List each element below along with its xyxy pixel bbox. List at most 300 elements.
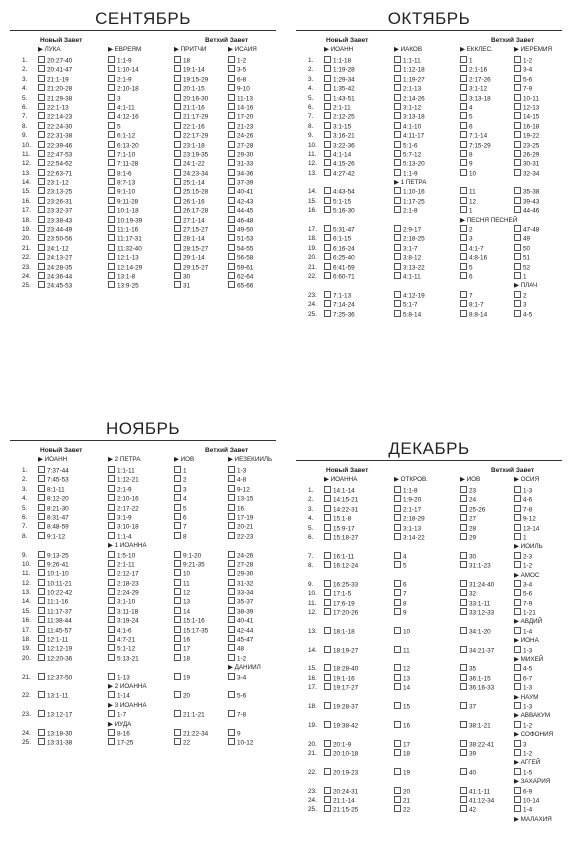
checkbox[interactable] [108, 141, 115, 148]
checkbox[interactable] [174, 197, 181, 204]
checkbox[interactable] [514, 225, 521, 232]
checkbox[interactable] [394, 141, 401, 148]
checkbox[interactable] [460, 300, 467, 307]
checkbox[interactable] [324, 505, 331, 512]
checkbox[interactable] [38, 738, 45, 745]
checkbox[interactable] [394, 159, 401, 166]
checkbox[interactable] [514, 787, 521, 794]
checkbox[interactable] [228, 263, 235, 270]
checkbox[interactable] [228, 75, 235, 82]
checkbox[interactable] [460, 234, 467, 241]
checkbox[interactable] [514, 75, 521, 82]
checkbox[interactable] [38, 159, 45, 166]
checkbox[interactable] [394, 131, 401, 138]
checkbox[interactable] [514, 514, 521, 521]
checkbox[interactable] [324, 300, 331, 307]
checkbox[interactable] [394, 533, 401, 540]
checkbox[interactable] [108, 169, 115, 176]
checkbox[interactable] [174, 485, 181, 492]
checkbox[interactable] [174, 607, 181, 614]
checkbox[interactable] [38, 234, 45, 241]
checkbox[interactable] [514, 702, 521, 709]
checkbox[interactable] [394, 599, 401, 606]
checkbox[interactable] [38, 560, 45, 567]
checkbox[interactable] [108, 504, 115, 511]
checkbox[interactable] [174, 738, 181, 745]
checkbox[interactable] [324, 486, 331, 493]
checkbox[interactable] [324, 291, 331, 298]
checkbox[interactable] [394, 514, 401, 521]
checkbox[interactable] [228, 141, 235, 148]
checkbox[interactable] [108, 635, 115, 642]
checkbox[interactable] [108, 263, 115, 270]
checkbox[interactable] [324, 103, 331, 110]
checkbox[interactable] [174, 65, 181, 72]
checkbox[interactable] [460, 514, 467, 521]
checkbox[interactable] [228, 122, 235, 129]
checkbox[interactable] [324, 141, 331, 148]
checkbox[interactable] [460, 740, 467, 747]
checkbox[interactable] [460, 580, 467, 587]
checkbox[interactable] [108, 65, 115, 72]
checkbox[interactable] [514, 524, 521, 531]
checkbox[interactable] [394, 300, 401, 307]
checkbox[interactable] [228, 616, 235, 623]
checkbox[interactable] [514, 740, 521, 747]
checkbox[interactable] [514, 197, 521, 204]
checkbox[interactable] [324, 805, 331, 812]
checkbox[interactable] [514, 65, 521, 72]
reading-cell[interactable] [228, 281, 253, 291]
checkbox[interactable] [514, 646, 521, 653]
checkbox[interactable] [38, 475, 45, 482]
checkbox[interactable] [514, 291, 521, 298]
checkbox[interactable] [38, 522, 45, 529]
checkbox[interactable] [174, 178, 181, 185]
checkbox[interactable] [514, 608, 521, 615]
checkbox[interactable] [108, 103, 115, 110]
checkbox[interactable] [460, 599, 467, 606]
checkbox[interactable] [324, 749, 331, 756]
checkbox[interactable] [514, 505, 521, 512]
checkbox[interactable] [108, 122, 115, 129]
checkbox[interactable] [394, 103, 401, 110]
checkbox[interactable] [108, 710, 115, 717]
checkbox[interactable] [514, 627, 521, 634]
checkbox[interactable] [514, 169, 521, 176]
checkbox[interactable] [514, 749, 521, 756]
checkbox[interactable] [38, 710, 45, 717]
checkbox[interactable] [460, 533, 467, 540]
checkbox[interactable] [38, 281, 45, 288]
checkbox[interactable] [38, 729, 45, 736]
checkbox[interactable] [324, 608, 331, 615]
checkbox[interactable] [394, 272, 401, 279]
checkbox[interactable] [108, 654, 115, 661]
checkbox[interactable] [38, 178, 45, 185]
checkbox[interactable] [324, 56, 331, 63]
checkbox[interactable] [514, 310, 521, 317]
checkbox[interactable] [514, 561, 521, 568]
checkbox[interactable] [514, 159, 521, 166]
checkbox[interactable] [228, 225, 235, 232]
checkbox[interactable] [324, 796, 331, 803]
checkbox[interactable] [174, 131, 181, 138]
checkbox[interactable] [108, 691, 115, 698]
checkbox[interactable] [394, 122, 401, 129]
checkbox[interactable] [38, 197, 45, 204]
reading-cell[interactable] [174, 281, 190, 291]
checkbox[interactable] [228, 504, 235, 511]
checkbox[interactable] [228, 131, 235, 138]
checkbox[interactable] [174, 635, 181, 642]
checkbox[interactable] [108, 494, 115, 501]
checkbox[interactable] [108, 475, 115, 482]
checkbox[interactable] [108, 206, 115, 213]
checkbox[interactable] [38, 75, 45, 82]
checkbox[interactable] [514, 580, 521, 587]
checkbox[interactable] [228, 234, 235, 241]
checkbox[interactable] [174, 169, 181, 176]
checkbox[interactable] [228, 513, 235, 520]
checkbox[interactable] [174, 654, 181, 661]
checkbox[interactable] [228, 103, 235, 110]
checkbox[interactable] [514, 552, 521, 559]
checkbox[interactable] [174, 644, 181, 651]
checkbox[interactable] [174, 56, 181, 63]
checkbox[interactable] [394, 580, 401, 587]
checkbox[interactable] [174, 253, 181, 260]
checkbox[interactable] [324, 768, 331, 775]
checkbox[interactable] [394, 589, 401, 596]
checkbox[interactable] [228, 197, 235, 204]
checkbox[interactable] [108, 187, 115, 194]
checkbox[interactable] [514, 589, 521, 596]
checkbox[interactable] [228, 178, 235, 185]
checkbox[interactable] [108, 485, 115, 492]
checkbox[interactable] [460, 122, 467, 129]
checkbox[interactable] [324, 646, 331, 653]
checkbox[interactable] [174, 494, 181, 501]
checkbox[interactable] [38, 691, 45, 698]
checkbox[interactable] [324, 524, 331, 531]
checkbox[interactable] [38, 187, 45, 194]
checkbox[interactable] [38, 112, 45, 119]
checkbox[interactable] [228, 56, 235, 63]
checkbox[interactable] [228, 466, 235, 473]
checkbox[interactable] [394, 225, 401, 232]
checkbox[interactable] [460, 291, 467, 298]
checkbox[interactable] [38, 56, 45, 63]
checkbox[interactable] [108, 569, 115, 576]
checkbox[interactable] [514, 234, 521, 241]
checkbox[interactable] [108, 150, 115, 157]
checkbox[interactable] [324, 122, 331, 129]
checkbox[interactable] [174, 187, 181, 194]
checkbox[interactable] [38, 532, 45, 539]
checkbox[interactable] [394, 112, 401, 119]
checkbox[interactable] [394, 505, 401, 512]
checkbox[interactable] [460, 608, 467, 615]
checkbox[interactable] [228, 654, 235, 661]
checkbox[interactable] [324, 225, 331, 232]
checkbox[interactable] [514, 122, 521, 129]
checkbox[interactable] [460, 796, 467, 803]
checkbox[interactable] [460, 664, 467, 671]
checkbox[interactable] [38, 216, 45, 223]
checkbox[interactable] [108, 522, 115, 529]
checkbox[interactable] [38, 626, 45, 633]
checkbox[interactable] [324, 721, 331, 728]
checkbox[interactable] [228, 532, 235, 539]
checkbox[interactable] [394, 486, 401, 493]
checkbox[interactable] [228, 729, 235, 736]
checkbox[interactable] [174, 150, 181, 157]
checkbox[interactable] [174, 710, 181, 717]
checkbox[interactable] [108, 673, 115, 680]
checkbox[interactable] [514, 112, 521, 119]
checkbox[interactable] [460, 674, 467, 681]
checkbox[interactable] [174, 626, 181, 633]
checkbox[interactable] [394, 721, 401, 728]
checkbox[interactable] [108, 75, 115, 82]
checkbox[interactable] [228, 607, 235, 614]
checkbox[interactable] [514, 664, 521, 671]
checkbox[interactable] [460, 310, 467, 317]
checkbox[interactable] [174, 263, 181, 270]
checkbox[interactable] [514, 150, 521, 157]
checkbox[interactable] [324, 187, 331, 194]
checkbox[interactable] [108, 84, 115, 91]
checkbox[interactable] [228, 65, 235, 72]
checkbox[interactable] [228, 169, 235, 176]
checkbox[interactable] [394, 234, 401, 241]
checkbox[interactable] [38, 94, 45, 101]
checkbox[interactable] [514, 103, 521, 110]
checkbox[interactable] [174, 206, 181, 213]
checkbox[interactable] [460, 197, 467, 204]
checkbox[interactable] [38, 169, 45, 176]
checkbox[interactable] [514, 300, 521, 307]
reading-cell[interactable] [394, 310, 421, 320]
checkbox[interactable] [174, 234, 181, 241]
checkbox[interactable] [108, 131, 115, 138]
checkbox[interactable] [394, 552, 401, 559]
checkbox[interactable] [174, 475, 181, 482]
checkbox[interactable] [514, 141, 521, 148]
checkbox[interactable] [174, 616, 181, 623]
checkbox[interactable] [460, 112, 467, 119]
checkbox[interactable] [460, 84, 467, 91]
checkbox[interactable] [394, 627, 401, 634]
checkbox[interactable] [174, 588, 181, 595]
checkbox[interactable] [460, 524, 467, 531]
reading-cell[interactable] [108, 281, 139, 291]
checkbox[interactable] [228, 216, 235, 223]
checkbox[interactable] [108, 197, 115, 204]
checkbox[interactable] [174, 159, 181, 166]
reading-cell[interactable] [174, 738, 190, 748]
checkbox[interactable] [514, 768, 521, 775]
checkbox[interactable] [324, 94, 331, 101]
checkbox[interactable] [108, 560, 115, 567]
checkbox[interactable] [228, 94, 235, 101]
checkbox[interactable] [38, 673, 45, 680]
checkbox[interactable] [514, 721, 521, 728]
checkbox[interactable] [108, 597, 115, 604]
checkbox[interactable] [460, 65, 467, 72]
checkbox[interactable] [174, 597, 181, 604]
checkbox[interactable] [38, 206, 45, 213]
checkbox[interactable] [460, 169, 467, 176]
checkbox[interactable] [38, 485, 45, 492]
checkbox[interactable] [38, 616, 45, 623]
reading-cell[interactable] [514, 310, 532, 320]
checkbox[interactable] [174, 560, 181, 567]
checkbox[interactable] [460, 561, 467, 568]
checkbox[interactable] [228, 738, 235, 745]
checkbox[interactable] [324, 674, 331, 681]
checkbox[interactable] [394, 169, 401, 176]
checkbox[interactable] [38, 494, 45, 501]
checkbox[interactable] [460, 103, 467, 110]
checkbox[interactable] [460, 272, 467, 279]
checkbox[interactable] [108, 178, 115, 185]
checkbox[interactable] [174, 244, 181, 251]
checkbox[interactable] [174, 75, 181, 82]
checkbox[interactable] [174, 522, 181, 529]
reading-cell[interactable] [38, 281, 72, 291]
checkbox[interactable] [108, 216, 115, 223]
reading-cell[interactable] [108, 738, 133, 748]
checkbox[interactable] [228, 244, 235, 251]
checkbox[interactable] [38, 253, 45, 260]
checkbox[interactable] [394, 263, 401, 270]
checkbox[interactable] [324, 552, 331, 559]
checkbox[interactable] [108, 272, 115, 279]
checkbox[interactable] [228, 475, 235, 482]
checkbox[interactable] [324, 310, 331, 317]
checkbox[interactable] [38, 466, 45, 473]
checkbox[interactable] [38, 644, 45, 651]
checkbox[interactable] [174, 94, 181, 101]
checkbox[interactable] [174, 272, 181, 279]
checkbox[interactable] [460, 75, 467, 82]
checkbox[interactable] [174, 466, 181, 473]
checkbox[interactable] [174, 281, 181, 288]
checkbox[interactable] [514, 206, 521, 213]
checkbox[interactable] [324, 169, 331, 176]
checkbox[interactable] [394, 65, 401, 72]
checkbox[interactable] [394, 150, 401, 157]
checkbox[interactable] [394, 796, 401, 803]
checkbox[interactable] [514, 187, 521, 194]
checkbox[interactable] [394, 197, 401, 204]
checkbox[interactable] [394, 56, 401, 63]
checkbox[interactable] [228, 485, 235, 492]
checkbox[interactable] [460, 244, 467, 251]
checkbox[interactable] [228, 710, 235, 717]
checkbox[interactable] [394, 608, 401, 615]
checkbox[interactable] [324, 253, 331, 260]
checkbox[interactable] [108, 466, 115, 473]
checkbox[interactable] [108, 579, 115, 586]
checkbox[interactable] [460, 505, 467, 512]
checkbox[interactable] [228, 159, 235, 166]
checkbox[interactable] [108, 513, 115, 520]
checkbox[interactable] [514, 495, 521, 502]
checkbox[interactable] [324, 702, 331, 709]
checkbox[interactable] [108, 253, 115, 260]
checkbox[interactable] [460, 187, 467, 194]
checkbox[interactable] [460, 702, 467, 709]
checkbox[interactable] [38, 103, 45, 110]
checkbox[interactable] [394, 561, 401, 568]
checkbox[interactable] [394, 253, 401, 260]
checkbox[interactable] [38, 272, 45, 279]
checkbox[interactable] [174, 225, 181, 232]
checkbox[interactable] [228, 644, 235, 651]
checkbox[interactable] [460, 646, 467, 653]
reading-cell[interactable] [228, 738, 253, 748]
checkbox[interactable] [514, 56, 521, 63]
checkbox[interactable] [228, 150, 235, 157]
checkbox[interactable] [324, 65, 331, 72]
reading-cell[interactable] [38, 738, 72, 748]
checkbox[interactable] [324, 150, 331, 157]
checkbox[interactable] [324, 197, 331, 204]
reading-cell[interactable] [460, 310, 487, 320]
checkbox[interactable] [324, 787, 331, 794]
checkbox[interactable] [108, 626, 115, 633]
checkbox[interactable] [324, 599, 331, 606]
checkbox[interactable] [324, 244, 331, 251]
checkbox[interactable] [228, 206, 235, 213]
checkbox[interactable] [228, 281, 235, 288]
checkbox[interactable] [108, 738, 115, 745]
checkbox[interactable] [460, 253, 467, 260]
checkbox[interactable] [394, 740, 401, 747]
checkbox[interactable] [394, 291, 401, 298]
checkbox[interactable] [38, 122, 45, 129]
checkbox[interactable] [38, 607, 45, 614]
checkbox[interactable] [324, 740, 331, 747]
checkbox[interactable] [460, 56, 467, 63]
checkbox[interactable] [394, 787, 401, 794]
checkbox[interactable] [228, 673, 235, 680]
checkbox[interactable] [108, 225, 115, 232]
checkbox[interactable] [514, 486, 521, 493]
checkbox[interactable] [108, 729, 115, 736]
checkbox[interactable] [324, 683, 331, 690]
reading-cell[interactable] [324, 310, 355, 320]
checkbox[interactable] [108, 644, 115, 651]
checkbox[interactable] [38, 551, 45, 558]
checkbox[interactable] [394, 187, 401, 194]
checkbox[interactable] [38, 65, 45, 72]
checkbox[interactable] [324, 514, 331, 521]
checkbox[interactable] [394, 524, 401, 531]
checkbox[interactable] [174, 513, 181, 520]
checkbox[interactable] [108, 94, 115, 101]
checkbox[interactable] [514, 94, 521, 101]
checkbox[interactable] [460, 131, 467, 138]
checkbox[interactable] [514, 272, 521, 279]
checkbox[interactable] [228, 272, 235, 279]
checkbox[interactable] [228, 551, 235, 558]
checkbox[interactable] [394, 495, 401, 502]
checkbox[interactable] [324, 533, 331, 540]
